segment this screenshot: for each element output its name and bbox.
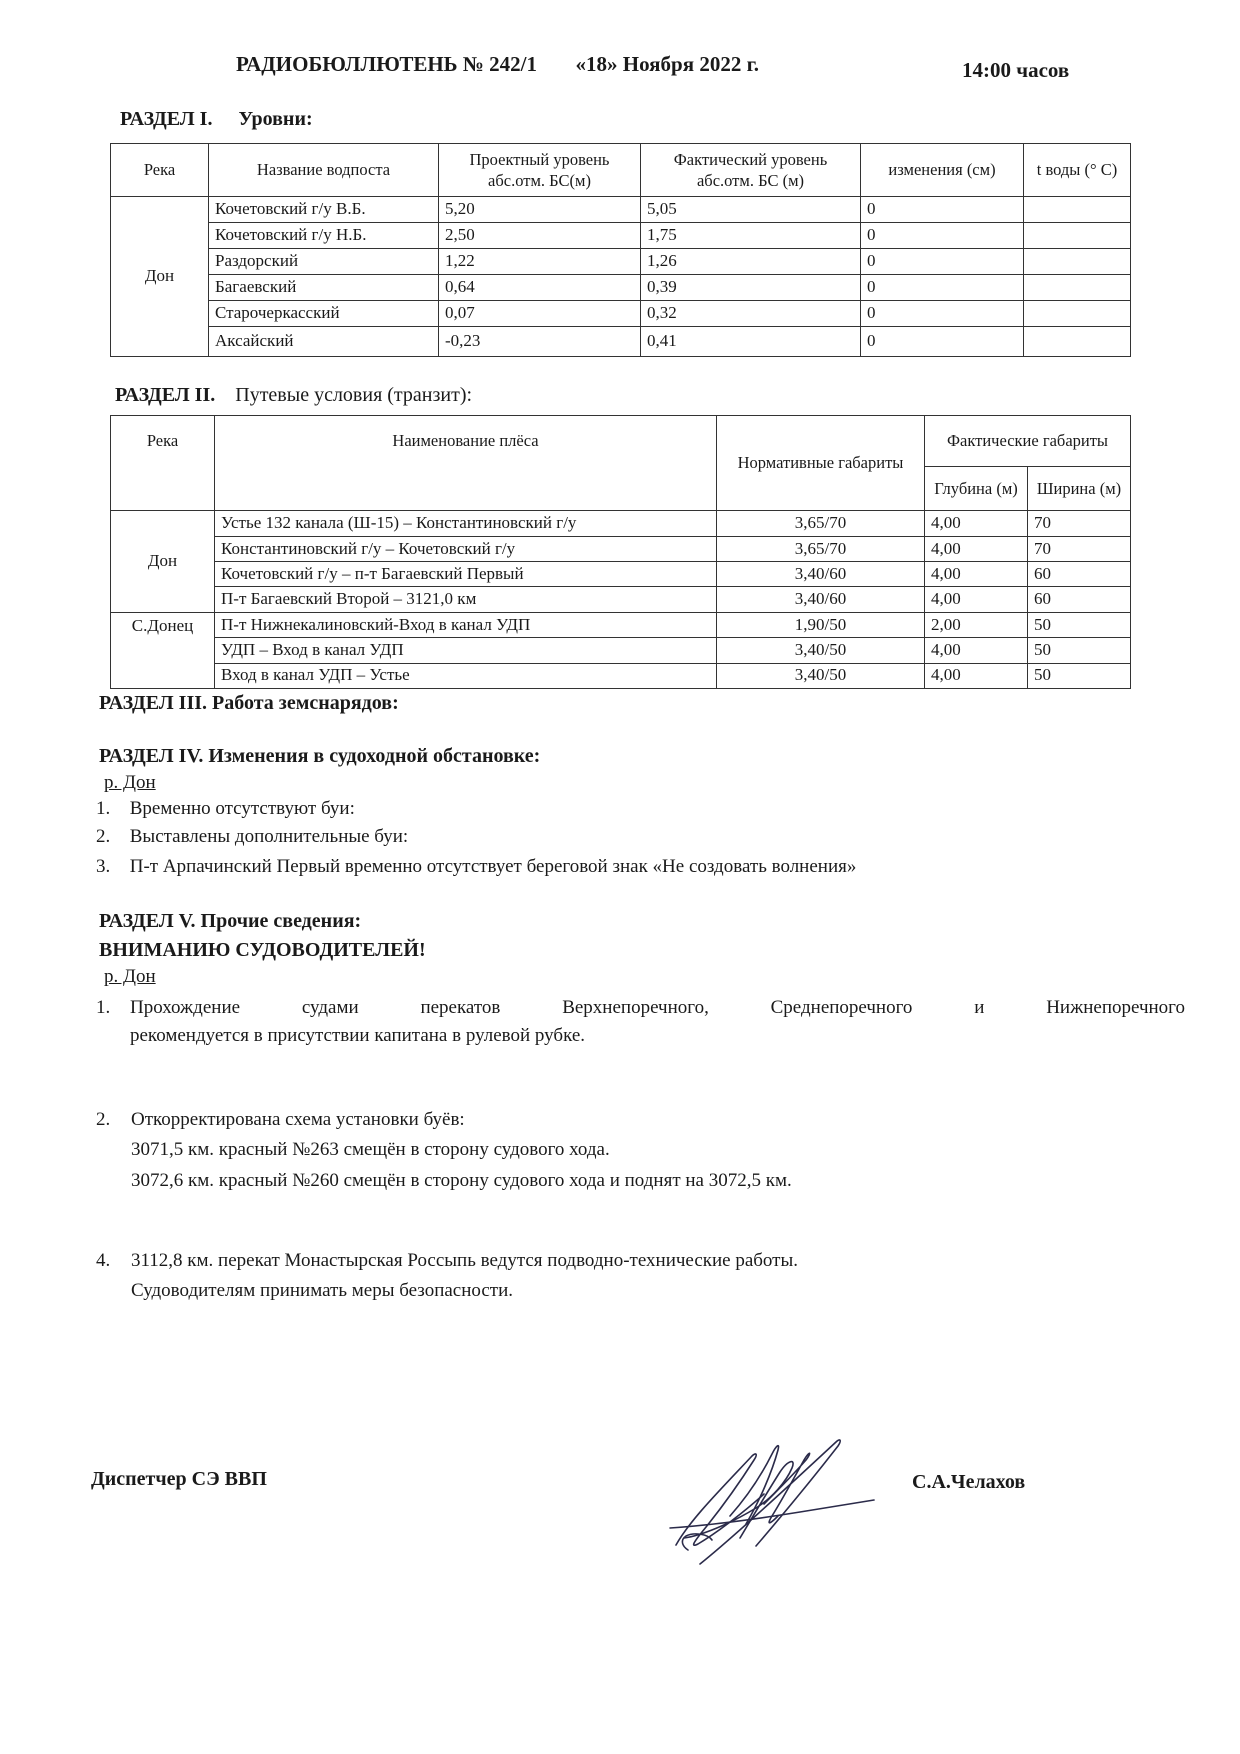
section5-title: РАЗДЕЛ V. Прочие сведения: [99,910,362,932]
transit-norm: 1,90/50 [717,612,925,637]
levels-actual: 0,32 [641,301,861,327]
levels-header-temp: t воды (° С) [1024,144,1131,197]
levels-post: Кочетовский г/у В.Б. [209,197,439,223]
levels-table [110,143,1131,357]
levels-post: Багаевский [209,275,439,301]
levels-row [111,327,1131,357]
levels-change: 0 [861,301,1024,327]
transit-depth: 4,00 [925,587,1028,612]
bulletin-date: «18» Ноября 2022 г. [575,52,760,76]
levels-actual: 0,39 [641,275,861,301]
section4-item-text: Выставлены дополнительные буи: [129,826,409,847]
levels-row [111,275,1131,301]
section3-title: РАЗДЕЛ III. Работа земснарядов: [99,692,399,714]
transit-row [111,511,1131,536]
section2-title [115,384,472,407]
section5-item-2-num: 2. [96,1109,111,1130]
dispatcher-title: Диспетчер СЭ ВВП [91,1468,267,1490]
transit-width: 50 [1028,638,1131,663]
section4-river: р. Дон [104,772,156,793]
levels-actual: 5,05 [641,197,861,223]
transit-row [111,612,1131,637]
levels-design: 0,07 [439,301,641,327]
transit-norm: 3,65/70 [717,511,925,536]
section1-number: РАЗДЕЛ I. [120,108,213,130]
signatory-name: С.А.Челахов [912,1471,1026,1493]
transit-depth: 4,00 [925,536,1028,561]
transit-depth: 4,00 [925,511,1028,536]
levels-design: 1,22 [439,249,641,275]
section5-item-4-line2: Судоводителям принимать меры безопасности. [131,1280,514,1301]
section4-item-text: Временно отсутствуют буи: [129,798,355,819]
levels-design: 0,64 [439,275,641,301]
levels-header-row [111,144,1131,197]
section5-item-4-num: 4. [96,1250,111,1271]
levels-change: 0 [861,223,1024,249]
transit-reach: Устье 132 канала (Ш-15) – Константиновский г/у [215,511,717,536]
transit-width: 60 [1028,562,1131,587]
section4-title: РАЗДЕЛ IV. Изменения в судоходной обстановке: [99,745,541,767]
section4-item-num: 3. [96,856,111,877]
levels-actual: 1,26 [641,249,861,275]
levels-header-design: Проектный уровень абс.отм. БС(м) [439,144,641,197]
transit-header-depth: Глубина (м) [925,466,1028,511]
transit-depth: 4,00 [925,663,1028,688]
levels-temp [1024,301,1131,327]
levels-change: 0 [861,327,1024,357]
transit-row [111,536,1131,561]
levels-change: 0 [861,275,1024,301]
section4-item-num: 2. [96,826,111,847]
section5-river: р. Дон [104,966,156,987]
transit-header-row [111,416,1131,467]
section4-item-num: 1. [96,798,111,819]
transit-depth: 4,00 [925,638,1028,663]
transit-table [110,415,1131,689]
transit-norm: 3,65/70 [717,536,925,561]
transit-river-don: Дон [111,511,215,612]
transit-reach: Кочетовский г/у – п-т Багаевский Первый [215,562,717,587]
bulletin-header [236,52,759,77]
levels-header-change: изменения (см) [861,144,1024,197]
levels-design: -0,23 [439,327,641,357]
section5-item-4-line1: 3112,8 км. перекат Монастырская Россыпь ведутся подводно-технические работы. [131,1250,799,1271]
levels-temp [1024,275,1131,301]
section4-item-1 [96,798,355,820]
transit-norm: 3,40/60 [717,562,925,587]
levels-temp [1024,249,1131,275]
transit-row [111,587,1131,612]
levels-river: Дон [111,197,209,357]
transit-norm: 3,40/50 [717,638,925,663]
bulletin-title: РАДИОБЮЛЛЮТЕНЬ № 242/1 [236,52,537,76]
transit-header-actual: Фактические габариты [925,416,1131,467]
transit-header-river: Река [111,416,215,511]
transit-width: 70 [1028,511,1131,536]
levels-change: 0 [861,249,1024,275]
transit-reach: УДП – Вход в канал УДП [215,638,717,663]
levels-post: Старочеркасский [209,301,439,327]
levels-actual: 1,75 [641,223,861,249]
section4-item-3 [96,856,856,878]
transit-depth: 2,00 [925,612,1028,637]
transit-width: 60 [1028,587,1131,612]
section5-item-2-line2: 3071,5 км. красный №263 смещён в сторону судового хода. [131,1139,610,1160]
transit-header-width: Ширина (м) [1028,466,1131,511]
levels-post: Кочетовский г/у Н.Б. [209,223,439,249]
levels-temp [1024,223,1131,249]
levels-actual: 0,41 [641,327,861,357]
transit-norm: 3,40/50 [717,663,925,688]
levels-post: Аксайский [209,327,439,357]
levels-header-river: Река [111,144,209,197]
levels-design: 2,50 [439,223,641,249]
section4-item-2 [96,826,408,848]
transit-reach: Вход в канал УДП – Устье [215,663,717,688]
levels-header-post: Название водпоста [209,144,439,197]
section4-item-text: П-т Арпачинский Первый временно отсутствует береговой знак «Не создовать волнения» [129,856,857,877]
transit-header-norm: Нормативные габариты [717,416,925,511]
section1-subtitle: Уровни: [238,108,313,130]
handwritten-signature [660,1420,890,1570]
transit-reach: Константиновский г/у – Кочетовский г/у [215,536,717,561]
levels-change: 0 [861,197,1024,223]
levels-header-actual: Фактический уровень абс.отм. БС (м) [641,144,861,197]
section5-item-1-num: 1. [96,997,111,1018]
bulletin-time: 14:00 часов [962,58,1070,82]
section2-number: РАЗДЕЛ II. [115,384,216,406]
section5-item-2-line3: 3072,6 км. красный №260 смещён в сторону судового хода и поднят на 3072,5 км. [131,1170,792,1191]
section1-title [120,108,313,131]
transit-row [111,562,1131,587]
section2-subtitle: Путевые условия (транзит): [235,384,473,406]
transit-width: 50 [1028,612,1131,637]
section5-item-1-line2: рекомендуется в присутствии капитана в рулевой рубке. [130,1025,586,1046]
transit-reach: П-т Багаевский Второй – 3121,0 км [215,587,717,612]
levels-row [111,197,1131,223]
levels-post: Раздорский [209,249,439,275]
section5-attention: ВНИМАНИЮ СУДОВОДИТЕЛЕЙ! [99,939,426,961]
transit-depth: 4,00 [925,562,1028,587]
levels-temp [1024,197,1131,223]
transit-row [111,663,1131,688]
levels-row [111,249,1131,275]
transit-reach: П-т Нижнекалиновский-Вход в канал УДП [215,612,717,637]
transit-header-reach: Наименование плёса [215,416,717,511]
levels-row [111,223,1131,249]
transit-row [111,638,1131,663]
transit-width: 50 [1028,663,1131,688]
section5-item-2-line1: Откорректирована схема установки буёв: [131,1109,465,1130]
transit-width: 70 [1028,536,1131,561]
levels-row [111,301,1131,327]
transit-norm: 3,40/60 [717,587,925,612]
levels-temp [1024,327,1131,357]
levels-design: 5,20 [439,197,641,223]
section5-item-1-line1: Прохождение судами перекатов Верхнепоречного, Среднепоречного и Нижнепоречного [130,997,1185,1018]
transit-river-donets: С.Донец [111,612,215,688]
